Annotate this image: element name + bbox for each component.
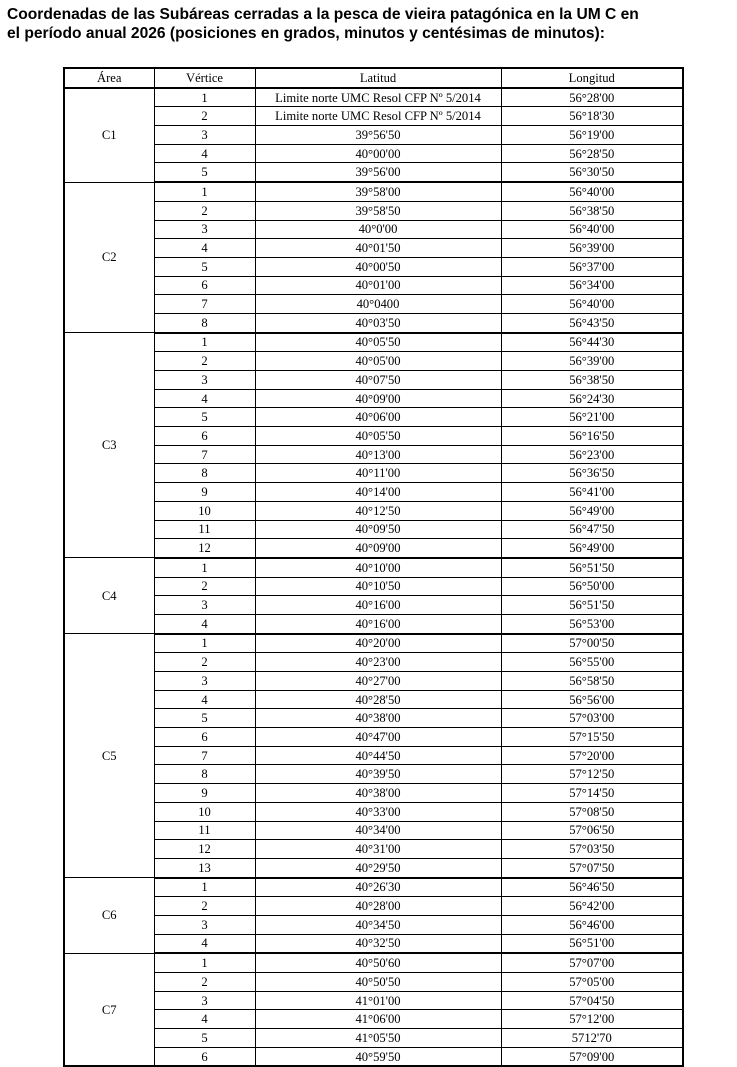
latitude-cell: 40°59'50 (255, 1047, 501, 1066)
table-row (64, 672, 683, 691)
area-cell: C3 (64, 333, 154, 558)
longitude-cell: 56°42'00 (501, 897, 683, 916)
vertex-cell: 2 (154, 973, 255, 992)
coordinates-table (63, 67, 684, 1067)
latitude-cell: 40°34'50 (255, 915, 501, 934)
longitude-cell: 56°51'50 (501, 596, 683, 615)
longitude-cell: 57°06'50 (501, 821, 683, 840)
table-row (64, 878, 683, 897)
vertex-cell: 1 (154, 953, 255, 972)
latitude-cell: 40°50'60 (255, 953, 501, 972)
vertex-cell: 1 (154, 88, 255, 107)
table-row (64, 728, 683, 747)
latitude-cell: 40°13'00 (255, 445, 501, 464)
longitude-cell: 56°56'00 (501, 690, 683, 709)
vertex-cell: 4 (154, 934, 255, 953)
table-row (64, 483, 683, 502)
latitude-cell: 40°11'00 (255, 464, 501, 483)
vertex-cell: 10 (154, 802, 255, 821)
longitude-cell: 57°07'50 (501, 858, 683, 877)
table-row (64, 915, 683, 934)
latitude-cell: Limite norte UMC Resol CFP Nº 5/2014 (255, 88, 501, 107)
vertex-cell: 5 (154, 163, 255, 182)
table-row (64, 1010, 683, 1029)
table-row (64, 313, 683, 332)
longitude-cell: 57°08'50 (501, 802, 683, 821)
vertex-cell: 10 (154, 501, 255, 520)
table-row (64, 897, 683, 916)
table-row (64, 371, 683, 390)
longitude-cell: 57°04'50 (501, 991, 683, 1010)
vertex-cell: 2 (154, 653, 255, 672)
vertex-cell: 6 (154, 1047, 255, 1066)
table-row (64, 276, 683, 295)
latitude-cell: 40°0400 (255, 295, 501, 314)
latitude-cell: 40°29'50 (255, 858, 501, 877)
latitude-cell: 40°14'00 (255, 483, 501, 502)
vertex-cell: 1 (154, 558, 255, 577)
table-row (64, 445, 683, 464)
latitude-cell: 40°50'50 (255, 973, 501, 992)
table-row (64, 614, 683, 633)
latitude-cell: Limite norte UMC Resol CFP Nº 5/2014 (255, 107, 501, 126)
latitude-cell: 40°05'00 (255, 352, 501, 371)
longitude-cell: 56°19'00 (501, 126, 683, 145)
longitude-cell: 57°12'00 (501, 1010, 683, 1029)
latitude-cell: 40°09'50 (255, 520, 501, 539)
longitude-cell: 56°28'00 (501, 88, 683, 107)
longitude-cell: 57°12'50 (501, 765, 683, 784)
longitude-cell: 57°07'00 (501, 953, 683, 972)
latitude-cell: 40°05'50 (255, 333, 501, 352)
latitude-cell: 40°16'00 (255, 596, 501, 615)
vertex-cell: 12 (154, 539, 255, 558)
table-row (64, 389, 683, 408)
header-latitude: Latitud (255, 68, 501, 88)
latitude-cell: 40°01'50 (255, 239, 501, 258)
latitude-cell: 40°00'00 (255, 144, 501, 163)
longitude-cell: 56°49'00 (501, 501, 683, 520)
table-row (64, 182, 683, 201)
latitude-cell: 40°28'50 (255, 690, 501, 709)
vertex-cell: 4 (154, 144, 255, 163)
longitude-cell: 56°40'00 (501, 182, 683, 201)
vertex-cell: 2 (154, 577, 255, 596)
table-row (64, 107, 683, 126)
table-row (64, 653, 683, 672)
latitude-cell: 40°26'30 (255, 878, 501, 897)
latitude-cell: 41°06'00 (255, 1010, 501, 1029)
longitude-cell: 57°20'00 (501, 746, 683, 765)
latitude-cell: 40°38'00 (255, 709, 501, 728)
longitude-cell: 57°05'00 (501, 973, 683, 992)
table-row (64, 991, 683, 1010)
table-row (64, 784, 683, 803)
vertex-cell: 1 (154, 634, 255, 653)
longitude-cell: 56°50'00 (501, 577, 683, 596)
latitude-cell: 40°03'50 (255, 313, 501, 332)
table-row (64, 88, 683, 107)
title-line-2: el período anual 2026 (posiciones en grados, minutos y centésimas de minutos): (7, 25, 605, 42)
latitude-cell: 40°12'50 (255, 501, 501, 520)
table-row (64, 577, 683, 596)
table-row (64, 220, 683, 239)
table-row (64, 520, 683, 539)
vertex-cell: 11 (154, 520, 255, 539)
vertex-cell: 3 (154, 126, 255, 145)
area-cell: C6 (64, 878, 154, 954)
latitude-cell: 40°28'00 (255, 897, 501, 916)
vertex-cell: 4 (154, 1010, 255, 1029)
vertex-cell: 4 (154, 690, 255, 709)
longitude-cell: 57°03'00 (501, 709, 683, 728)
latitude-cell: 40°01'00 (255, 276, 501, 295)
longitude-cell: 56°51'00 (501, 934, 683, 953)
area-cell: C5 (64, 634, 154, 878)
latitude-cell: 40°33'00 (255, 802, 501, 821)
vertex-cell: 9 (154, 483, 255, 502)
longitude-cell: 56°16'50 (501, 427, 683, 446)
longitude-cell: 56°28'50 (501, 144, 683, 163)
longitude-cell: 57°09'00 (501, 1047, 683, 1066)
longitude-cell: 56°47'50 (501, 520, 683, 539)
latitude-cell: 39°58'50 (255, 201, 501, 220)
table-header-row (64, 68, 683, 88)
vertex-cell: 8 (154, 765, 255, 784)
table-row (64, 1029, 683, 1048)
longitude-cell: 57°15'50 (501, 728, 683, 747)
table-row (64, 427, 683, 446)
vertex-cell: 3 (154, 220, 255, 239)
latitude-cell: 40°16'00 (255, 614, 501, 633)
table-row (64, 352, 683, 371)
vertex-cell: 4 (154, 614, 255, 633)
latitude-cell: 39°56'00 (255, 163, 501, 182)
latitude-cell: 40°39'50 (255, 765, 501, 784)
table-row (64, 821, 683, 840)
longitude-cell: 57°03'50 (501, 840, 683, 859)
longitude-cell: 56°55'00 (501, 653, 683, 672)
area-cell: C4 (64, 558, 154, 634)
vertex-cell: 6 (154, 728, 255, 747)
table-row (64, 596, 683, 615)
header-vertex: Vértice (154, 68, 255, 88)
longitude-cell: 56°38'50 (501, 201, 683, 220)
table-row (64, 709, 683, 728)
vertex-cell: 2 (154, 352, 255, 371)
latitude-cell: 41°01'00 (255, 991, 501, 1010)
latitude-cell: 40°05'50 (255, 427, 501, 446)
vertex-cell: 3 (154, 371, 255, 390)
longitude-cell: 57°00'50 (501, 634, 683, 653)
vertex-cell: 7 (154, 445, 255, 464)
table-row (64, 201, 683, 220)
latitude-cell: 40°23'00 (255, 653, 501, 672)
longitude-cell: 56°36'50 (501, 464, 683, 483)
latitude-cell: 40°27'00 (255, 672, 501, 691)
vertex-cell: 3 (154, 991, 255, 1010)
latitude-cell: 40°10'50 (255, 577, 501, 596)
longitude-cell: 56°18'30 (501, 107, 683, 126)
vertex-cell: 6 (154, 276, 255, 295)
latitude-cell: 40°38'00 (255, 784, 501, 803)
table-body (64, 88, 683, 1067)
latitude-cell: 40°44'50 (255, 746, 501, 765)
longitude-cell: 56°46'00 (501, 915, 683, 934)
vertex-cell: 3 (154, 672, 255, 691)
table-row (64, 126, 683, 145)
document-title (7, 5, 733, 43)
table-row (64, 333, 683, 352)
vertex-cell: 2 (154, 201, 255, 220)
longitude-cell: 56°34'00 (501, 276, 683, 295)
header-area: Área (64, 68, 154, 88)
latitude-cell: 40°09'00 (255, 389, 501, 408)
latitude-cell: 40°32'50 (255, 934, 501, 953)
table-row (64, 765, 683, 784)
table-row (64, 953, 683, 972)
table-row (64, 239, 683, 258)
header-longitude: Longitud (501, 68, 683, 88)
vertex-cell: 13 (154, 858, 255, 877)
latitude-cell: 40°10'00 (255, 558, 501, 577)
longitude-cell: 56°39'00 (501, 239, 683, 258)
latitude-cell: 40°34'00 (255, 821, 501, 840)
latitude-cell: 39°56'50 (255, 126, 501, 145)
latitude-cell: 40°0'00 (255, 220, 501, 239)
table-row (64, 690, 683, 709)
vertex-cell: 8 (154, 464, 255, 483)
vertex-cell: 2 (154, 107, 255, 126)
vertex-cell: 12 (154, 840, 255, 859)
latitude-cell: 40°06'00 (255, 408, 501, 427)
vertex-cell: 5 (154, 257, 255, 276)
vertex-cell: 1 (154, 333, 255, 352)
latitude-cell: 41°05'50 (255, 1029, 501, 1048)
latitude-cell: 40°07'50 (255, 371, 501, 390)
longitude-cell: 56°37'00 (501, 257, 683, 276)
latitude-cell: 40°09'00 (255, 539, 501, 558)
table-row (64, 501, 683, 520)
vertex-cell: 4 (154, 389, 255, 408)
longitude-cell: 57°14'50 (501, 784, 683, 803)
longitude-cell: 56°46'50 (501, 878, 683, 897)
table-row (64, 539, 683, 558)
longitude-cell: 56°40'00 (501, 220, 683, 239)
table-row (64, 746, 683, 765)
table-row (64, 934, 683, 953)
table-row (64, 144, 683, 163)
longitude-cell: 56°41'00 (501, 483, 683, 502)
vertex-cell: 3 (154, 915, 255, 934)
longitude-cell: 56°38'50 (501, 371, 683, 390)
longitude-cell: 56°23'00 (501, 445, 683, 464)
table-row (64, 408, 683, 427)
table-row (64, 1047, 683, 1066)
longitude-cell: 56°44'30 (501, 333, 683, 352)
longitude-cell: 56°39'00 (501, 352, 683, 371)
vertex-cell: 4 (154, 239, 255, 258)
vertex-cell: 9 (154, 784, 255, 803)
longitude-cell: 56°53'00 (501, 614, 683, 633)
latitude-cell: 40°00'50 (255, 257, 501, 276)
longitude-cell: 56°58'50 (501, 672, 683, 691)
table-row (64, 295, 683, 314)
table-row (64, 257, 683, 276)
vertex-cell: 5 (154, 1029, 255, 1048)
title-line-1: Coordenadas de las Subáreas cerradas a la pesca de vieira patagónica en la UM C en (7, 6, 639, 23)
table-row (64, 858, 683, 877)
longitude-cell: 56°21'00 (501, 408, 683, 427)
vertex-cell: 7 (154, 295, 255, 314)
longitude-cell: 56°43'50 (501, 313, 683, 332)
vertex-cell: 8 (154, 313, 255, 332)
table-row (64, 840, 683, 859)
vertex-cell: 11 (154, 821, 255, 840)
area-cell: C2 (64, 182, 154, 333)
vertex-cell: 5 (154, 408, 255, 427)
table-row (64, 464, 683, 483)
vertex-cell: 1 (154, 182, 255, 201)
latitude-cell: 40°31'00 (255, 840, 501, 859)
latitude-cell: 40°20'00 (255, 634, 501, 653)
table-row (64, 634, 683, 653)
vertex-cell: 7 (154, 746, 255, 765)
longitude-cell: 56°30'50 (501, 163, 683, 182)
table-row (64, 973, 683, 992)
latitude-cell: 40°47'00 (255, 728, 501, 747)
table-row (64, 558, 683, 577)
table-row (64, 802, 683, 821)
vertex-cell: 5 (154, 709, 255, 728)
area-cell: C1 (64, 88, 154, 182)
table-row (64, 163, 683, 182)
longitude-cell: 56°24'30 (501, 389, 683, 408)
longitude-cell: 5712'70 (501, 1029, 683, 1048)
area-cell: C7 (64, 953, 154, 1066)
longitude-cell: 56°51'50 (501, 558, 683, 577)
vertex-cell: 2 (154, 897, 255, 916)
latitude-cell: 39°58'00 (255, 182, 501, 201)
longitude-cell: 56°40'00 (501, 295, 683, 314)
longitude-cell: 56°49'00 (501, 539, 683, 558)
vertex-cell: 1 (154, 878, 255, 897)
vertex-cell: 3 (154, 596, 255, 615)
vertex-cell: 6 (154, 427, 255, 446)
